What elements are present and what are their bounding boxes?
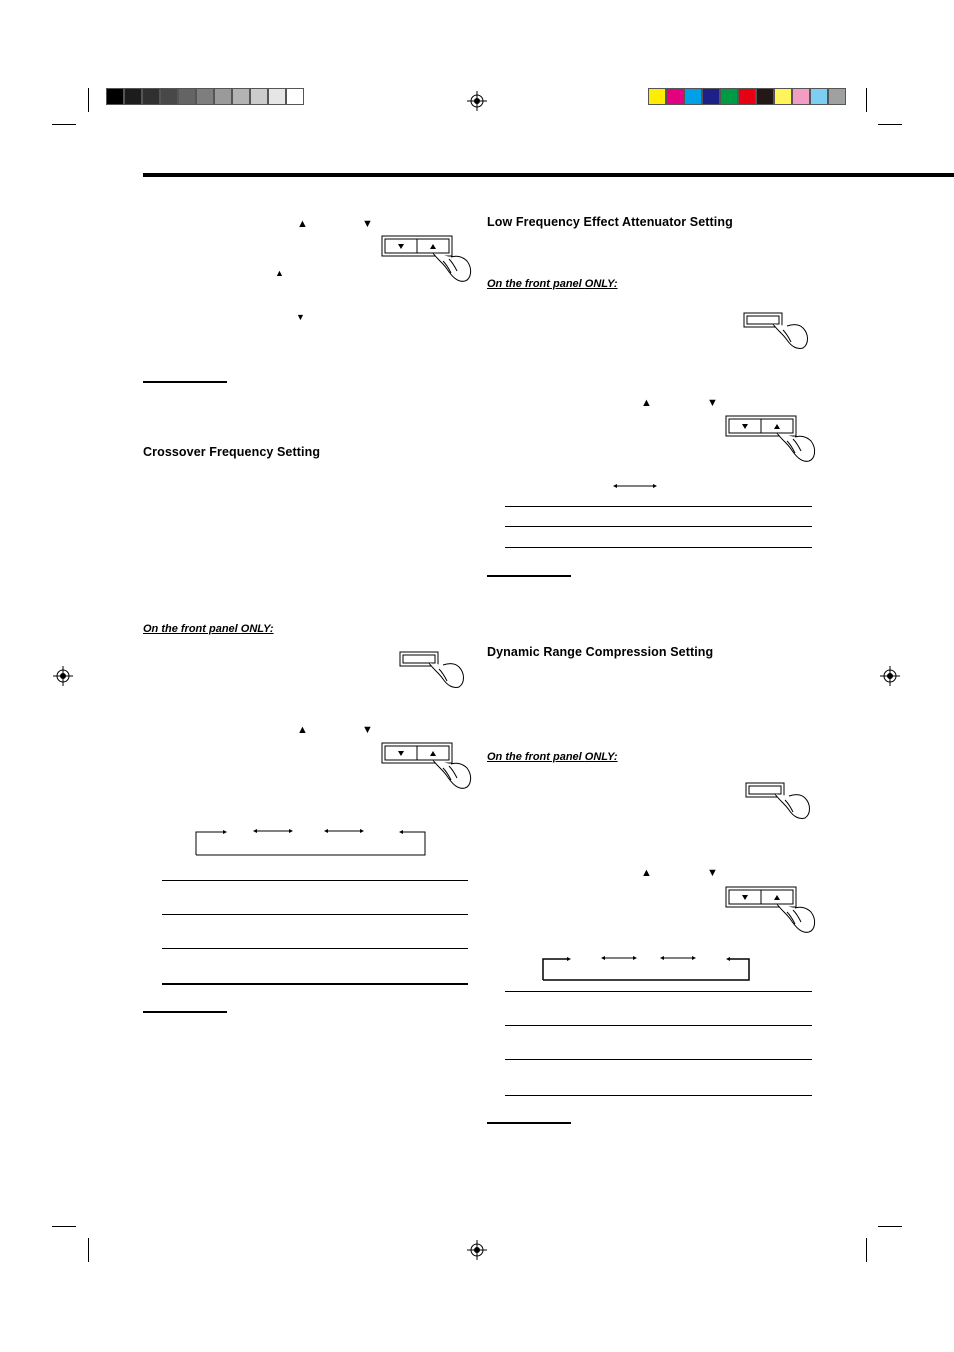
calibration-swatch <box>250 88 268 105</box>
lfe-attenuator-heading: Low Frequency Effect Attenuator Setting <box>487 215 733 229</box>
calibration-swatch <box>142 88 160 105</box>
calibration-swatch <box>648 88 666 105</box>
calibration-swatch <box>124 88 142 105</box>
registration-mark-icon <box>53 666 73 686</box>
up-arrow-icon: ▲ <box>641 867 652 879</box>
section-divider <box>487 1122 571 1124</box>
section-divider <box>143 381 227 383</box>
calibration-swatch <box>738 88 756 105</box>
table-rule <box>162 983 468 985</box>
up-arrow-icon: ▲ <box>275 268 284 278</box>
calibration-swatch <box>178 88 196 105</box>
calibration-swatch <box>232 88 250 105</box>
up-down-buttons-press-illustration <box>725 886 817 938</box>
table-rule <box>505 506 812 507</box>
up-arrow-icon: ▲ <box>297 218 308 230</box>
calibration-swatch <box>810 88 828 105</box>
up-down-buttons-press-illustration <box>381 742 473 794</box>
table-rule <box>505 1025 812 1026</box>
down-arrow-icon: ▼ <box>362 724 373 736</box>
crop-mark <box>878 124 902 125</box>
calibration-swatch <box>286 88 304 105</box>
registration-mark-icon <box>467 1240 487 1260</box>
down-arrow-icon: ▼ <box>707 867 718 879</box>
front-panel-only-note: On the front panel ONLY: <box>143 623 274 635</box>
table-rule <box>505 547 812 548</box>
registration-mark-icon <box>467 91 487 111</box>
calibration-swatch <box>684 88 702 105</box>
front-panel-only-note: On the front panel ONLY: <box>487 751 618 763</box>
calibration-swatch <box>720 88 738 105</box>
registration-mark-icon <box>880 666 900 686</box>
single-button-press-illustration <box>745 782 815 822</box>
calibration-swatch <box>268 88 286 105</box>
up-down-buttons-press-illustration <box>725 415 817 467</box>
calibration-swatch <box>702 88 720 105</box>
table-rule <box>505 1059 812 1060</box>
crop-mark <box>866 1238 867 1262</box>
calibration-swatch <box>828 88 846 105</box>
up-down-buttons-press-illustration <box>381 235 473 287</box>
crossover-cycle-diagram <box>195 826 427 856</box>
calibration-swatch <box>792 88 810 105</box>
calibration-swatch <box>666 88 684 105</box>
calibration-swatch <box>756 88 774 105</box>
table-rule <box>162 914 468 915</box>
crop-mark <box>878 1226 902 1227</box>
crop-mark <box>88 1238 89 1262</box>
header-rule <box>143 173 954 177</box>
section-divider <box>143 1011 227 1013</box>
up-arrow-icon: ▲ <box>297 724 308 736</box>
calibration-swatch <box>196 88 214 105</box>
table-rule <box>162 948 468 949</box>
table-rule <box>505 526 812 527</box>
lfe-toggle-arrow <box>613 482 657 490</box>
calibration-swatch <box>774 88 792 105</box>
crop-mark <box>52 124 76 125</box>
table-rule <box>505 1095 812 1096</box>
compression-cycle-diagram <box>542 954 752 982</box>
up-arrow-icon: ▲ <box>641 397 652 409</box>
dynamic-range-compression-heading: Dynamic Range Compression Setting <box>487 645 714 659</box>
front-panel-only-note: On the front panel ONLY: <box>487 278 618 290</box>
calibration-swatch <box>106 88 124 105</box>
crop-mark <box>88 88 89 112</box>
calibration-swatch <box>214 88 232 105</box>
down-arrow-icon: ▼ <box>296 312 305 322</box>
section-divider <box>487 575 571 577</box>
down-arrow-icon: ▼ <box>362 218 373 230</box>
single-button-press-illustration <box>399 651 469 691</box>
single-button-press-illustration <box>743 312 813 352</box>
crossover-frequency-heading: Crossover Frequency Setting <box>143 445 321 459</box>
down-arrow-icon: ▼ <box>707 397 718 409</box>
crop-mark <box>52 1226 76 1227</box>
table-rule <box>505 991 812 992</box>
calibration-swatch <box>160 88 178 105</box>
table-rule <box>162 880 468 881</box>
crop-mark <box>866 88 867 112</box>
